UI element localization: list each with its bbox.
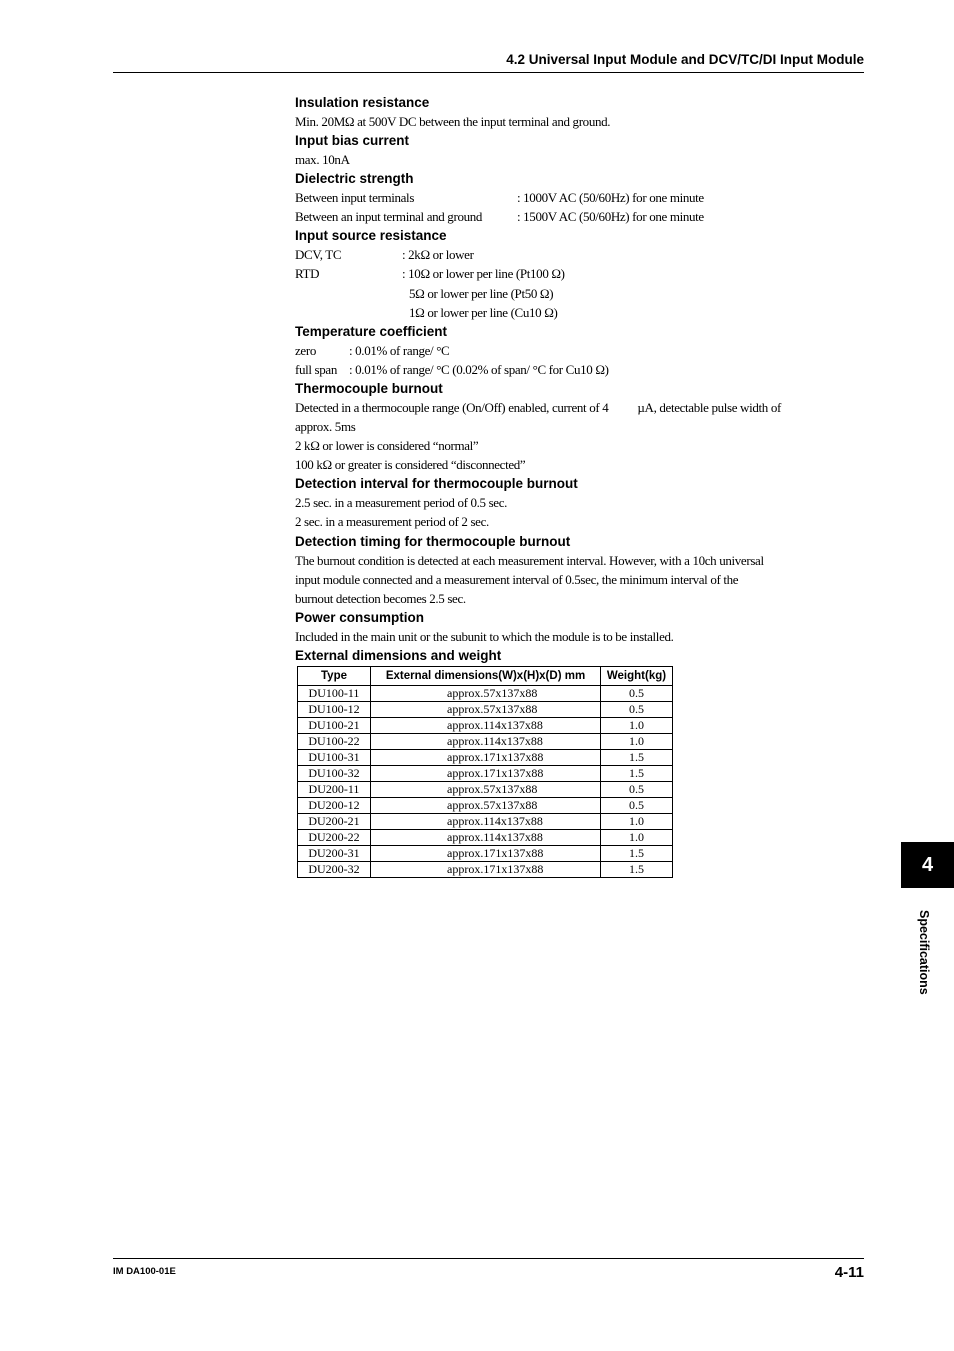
temp-value: : 0.01% of range/ °C	[349, 342, 450, 358]
timing-heading: Detection timing for thermocouple burnout	[295, 533, 571, 549]
cell-weight: 1.0	[601, 717, 673, 733]
cell-weight: 1.5	[601, 765, 673, 781]
col-dimensions: External dimensions(W)x(H)x(D) mm	[371, 666, 601, 685]
cell-dimensions: approx.171x137x88	[371, 861, 601, 877]
table-row	[298, 701, 673, 717]
cell-type: DU200-11	[298, 781, 371, 797]
source-row	[295, 303, 840, 322]
temp-value: : 0.01% of range/ °C (0.02% of span/ °C for Cu10 Ω)	[349, 361, 609, 377]
cell-type: DU100-11	[298, 685, 371, 701]
dielectric-label: Between an input terminal and ground	[295, 209, 483, 225]
source-label: DCV, TC	[295, 247, 342, 263]
footer-rule	[113, 1258, 864, 1259]
cell-type: DU100-22	[298, 733, 371, 749]
cell-dimensions: approx.114x137x88	[371, 717, 601, 733]
cell-dimensions: approx.114x137x88	[371, 733, 601, 749]
header-rule	[113, 72, 864, 73]
dielectric-label: Between input terminals	[295, 190, 415, 206]
cell-weight: 1.5	[601, 845, 673, 861]
cell-weight: 1.0	[601, 733, 673, 749]
timing-line: input module connected and a measurement interval of 0.5sec, the minimum interval of the	[295, 571, 739, 587]
page-header-title: 4.2 Universal Input Module and DCV/TC/DI Input Module	[506, 52, 864, 67]
table-row	[298, 861, 673, 877]
temp-label: full span	[295, 361, 337, 377]
dims-heading: External dimensions and weight	[295, 647, 502, 663]
insulation-heading: Insulation resistance	[295, 95, 430, 110]
dielectric-value: : 1000V AC (50/60Hz) for one minute	[517, 190, 704, 206]
cell-dimensions: approx.171x137x88	[371, 765, 601, 781]
dielectric-value: : 1500V AC (50/60Hz) for one minute	[517, 209, 704, 225]
table-row	[298, 685, 673, 701]
table-row	[298, 733, 673, 749]
temp-label: zero	[295, 342, 316, 358]
cell-dimensions: approx.57x137x88	[371, 781, 601, 797]
cell-type: DU200-12	[298, 797, 371, 813]
col-type: Type	[298, 666, 371, 685]
cell-type: DU200-22	[298, 829, 371, 845]
cell-type: DU100-21	[298, 717, 371, 733]
burnout-line: 100 kΩ or greater is considered “disconnected”	[295, 457, 526, 473]
cell-dimensions: approx.114x137x88	[371, 829, 601, 845]
cell-dimensions: approx.57x137x88	[371, 701, 601, 717]
spec-content	[295, 93, 840, 878]
cell-dimensions: approx.171x137x88	[371, 845, 601, 861]
cell-weight: 0.5	[601, 685, 673, 701]
source-row	[295, 245, 840, 264]
cell-weight: 1.0	[601, 829, 673, 845]
interval-line: 2 sec. in a measurement period of 2 sec.	[295, 514, 489, 530]
cell-weight: 1.0	[601, 813, 673, 829]
cell-weight: 1.5	[601, 861, 673, 877]
cell-dimensions: approx.57x137x88	[371, 685, 601, 701]
burnout-line: approx. 5ms	[295, 419, 356, 435]
cell-dimensions: approx.114x137x88	[371, 813, 601, 829]
dielectric-row	[295, 188, 840, 207]
timing-line: burnout detection becomes 2.5 sec.	[295, 590, 466, 606]
footer-page-number: 4-11	[834, 1264, 864, 1281]
cell-type: DU200-21	[298, 813, 371, 829]
source-value: 1Ω or lower per line (Cu10 Ω)	[409, 304, 558, 320]
insulation-text: Min. 20MΩ at 500V DC between the input terminal and ground.	[295, 114, 611, 129]
source-value: : 10Ω or lower per line (Pt100 Ω)	[402, 266, 565, 282]
cell-weight: 0.5	[601, 781, 673, 797]
cell-type: DU200-32	[298, 861, 371, 877]
power-text: Included in the main unit or the subunit to which the module is to be installed.	[295, 628, 674, 644]
source-value: : 2kΩ or lower	[402, 247, 474, 263]
table-header-row	[298, 666, 673, 685]
chapter-tab-label: Specifications	[917, 910, 931, 995]
dims-table-body	[298, 685, 673, 877]
footer-doc-id: IM DA100-01E	[113, 1266, 176, 1277]
source-row	[295, 284, 840, 303]
cell-weight: 1.5	[601, 749, 673, 765]
cell-weight: 0.5	[601, 797, 673, 813]
burnout-line: 2 kΩ or lower is considered “normal”	[295, 438, 479, 454]
cell-type: DU100-12	[298, 701, 371, 717]
temp-row	[295, 360, 840, 379]
source-value: 5Ω or lower per line (Pt50 Ω)	[409, 285, 554, 301]
temp-row	[295, 341, 840, 360]
cell-type: DU100-31	[298, 749, 371, 765]
dims-table	[297, 666, 673, 878]
table-row	[298, 845, 673, 861]
interval-line: 2.5 sec. in a measurement period of 0.5 sec.	[295, 495, 508, 511]
source-label: RTD	[295, 266, 320, 282]
interval-heading: Detection interval for thermocouple burnout	[295, 476, 578, 492]
cell-dimensions: approx.57x137x88	[371, 797, 601, 813]
timing-line: The burnout condition is detected at each measurement interval. However, with a 10ch universal	[295, 552, 764, 568]
table-row	[298, 781, 673, 797]
cell-type: DU100-32	[298, 765, 371, 781]
bias-heading: Input bias current	[295, 133, 410, 149]
burnout-heading: Thermocouple burnout	[295, 380, 443, 396]
source-row	[295, 264, 840, 283]
cell-dimensions: approx.171x137x88	[371, 749, 601, 765]
table-row	[298, 765, 673, 781]
burnout-line: Detected in a thermocouple range (On/Off) enabled, current of 4 µA, detectable pulse width of	[295, 399, 781, 415]
bias-text: max. 10nA	[295, 152, 350, 168]
col-weight: Weight(kg)	[601, 666, 673, 685]
dielectric-heading: Dielectric strength	[295, 171, 414, 187]
power-heading: Power consumption	[295, 609, 425, 625]
cell-type: DU200-31	[298, 845, 371, 861]
chapter-tab: 4	[901, 842, 954, 888]
temp-heading: Temperature coefficient	[295, 323, 448, 339]
table-row	[298, 797, 673, 813]
table-row	[298, 813, 673, 829]
dielectric-row	[295, 207, 840, 226]
table-row	[298, 749, 673, 765]
table-row	[298, 717, 673, 733]
cell-weight: 0.5	[601, 701, 673, 717]
table-row	[298, 829, 673, 845]
source-heading: Input source resistance	[295, 228, 447, 244]
